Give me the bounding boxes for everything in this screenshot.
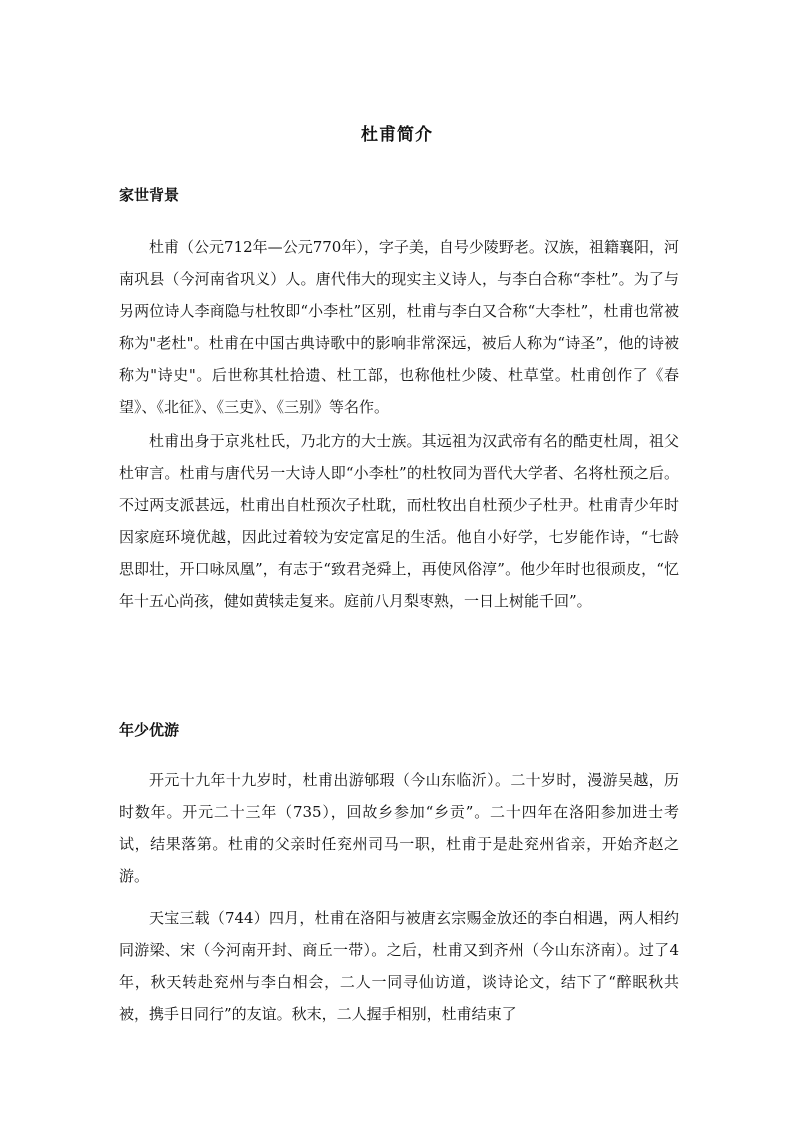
paragraph: 杜甫（公元712年—公元770年），字子美，自号少陵野老。汉族，祖籍襄阳，河南巩县（今河南省巩义）人。唐代伟大的现实主义诗人，与李白合称“李杜”。为了与另两位诗人李商隐与杜牧即“小李杜”区别，杜甫与李白又合称“大李杜”，杜甫也常被称为"老杜"。杜甫在中国古典诗歌中的影响非常深远，被后人称为“诗圣”，他的诗被称为"诗史"。后世称其杜拾遗、杜工部，也称他杜少陵、杜草堂。杜甫创作了《春望》、《北征》、《三吏》、《三别》等名作。	[119, 238, 679, 416]
section-heading-youth-travels: 年少优游	[119, 721, 180, 739]
paragraph: 天宝三载（744）四月，杜甫在洛阳与被唐玄宗赐金放还的李白相遇，两人相约同游梁、宋（今河南开封、商丘一带）。之后，杜甫又到齐州（今山东济南）。过了4年，秋天转赴兖州与李白相会，二人一同寻仙访道，谈诗论文，结下了“醉眠秋共被，携手日同行”的友谊。秋末，二人握手相别，杜甫结束了	[119, 909, 679, 1023]
page-title: 杜甫简介	[361, 125, 433, 145]
paragraph: 杜甫出身于京兆杜氏，乃北方的大士族。其远祖为汉武帝有名的酷吏杜周，祖父杜审言。杜甫与唐代另一大诗人即“小李杜”的杜牧同为晋代大学者、名将杜预之后。不过两支派甚远，杜甫出自杜预次子杜耽，而杜牧出自杜预少子杜尹。杜甫青少年时因家庭环境优越，因此过着较为安定富足的生活。他自小好学，七岁能作诗，“七龄思即壮，开口咏凤凰”，有志于“致君尧舜上，再使风俗淳”。他少年时也很顽皮，“忆年十五心尚孩，健如黄犊走复来。庭前八月梨枣熟，一日上树能千回”。	[119, 432, 679, 610]
section-heading-family-background: 家世背景	[119, 186, 180, 204]
paragraph: 开元十九年十九岁时，杜甫出游郇瑕（今山东临沂）。二十岁时，漫游吴越，历时数年。开元二十三年（735），回故乡参加“乡贡”。二十四年在洛阳参加进士考试，结果落第。杜甫的父亲时任兖州司马一职，杜甫于是赴兖州省亲，开始齐赵之游。	[119, 771, 679, 885]
